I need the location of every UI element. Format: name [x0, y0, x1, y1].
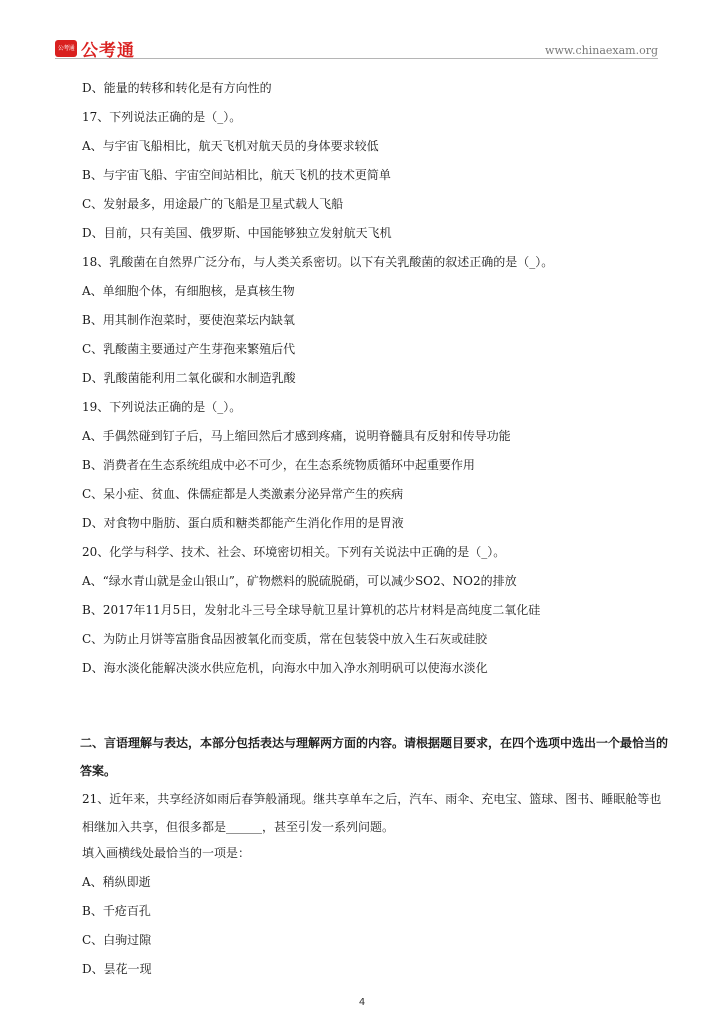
option-line: D、目前，只有美国、俄罗斯、中国能够独立发射航天飞机 [82, 226, 392, 240]
logo-text: 公考通 [81, 41, 135, 61]
page-header [0, 0, 724, 60]
text-line: D、能量的转移和转化是有方向性的 [82, 81, 272, 95]
option-line: A、手偶然碰到钉子后，马上缩回然后才感到疼痛，说明脊髓具有反射和传导功能 [82, 429, 511, 443]
option-line: C、呆小症、贫血、侏儒症都是人类激素分泌异常产生的疾病 [82, 487, 404, 501]
logo-badge-icon: 公考通 [55, 40, 77, 57]
option-line: C、白驹过隙 [82, 933, 152, 947]
option-line: C、发射最多，用途最广的飞船是卫星式载人飞船 [82, 197, 344, 211]
option-line: A、“绿水青山就是金山银山”，矿物燃料的脱硫脱硝，可以减少SO2、NO2的排放 [82, 574, 517, 588]
header-divider [55, 58, 658, 59]
question-17: 17、下列说法正确的是（_）。 [82, 110, 242, 124]
page-number: 4 [358, 997, 366, 1008]
section-gap [82, 687, 672, 729]
site-url: www.chinaexam.org [545, 44, 658, 57]
question-20: 20、化学与科学、技术、社会、环境密切相关。下列有关说法中正确的是（_）。 [82, 545, 506, 559]
section-heading: 二、言语理解与表达，本部分包括表达与理解两方面的内容。请根据题目要求，在四个选项中选出一个最恰当的答案。 [80, 736, 669, 778]
option-line: D、乳酸菌能利用二氧化碳和水制造乳酸 [82, 371, 296, 385]
question-21: 21、近年来，共享经济如雨后春笋般涌现。继共享单车之后，汽车、雨伞、充电宝、篮球、图书、睡眠舱等也相继加入共享，但很多都是______，甚至引发一系列问题。 [82, 792, 662, 834]
option-line: D、海水淡化能解决淡水供应危机，向海水中加入净水剂明矾可以使海水淡化 [82, 661, 488, 675]
option-line: C、为防止月饼等富脂食品因被氧化而变质，常在包装袋中放入生石灰或硅胶 [82, 632, 488, 646]
option-line: B、2017年11月5日，发射北斗三号全球导航卫星计算机的芯片材料是高纯度二氧化硅 [82, 603, 541, 617]
option-line: C、乳酸菌主要通过产生芽孢来繁殖后代 [82, 342, 296, 356]
option-line: A、单细胞个体，有细胞核，是真核生物 [82, 284, 295, 298]
option-line: B、消费者在生态系统组成中必不可少，在生态系统物质循环中起重要作用 [82, 458, 475, 472]
option-line: D、对食物中脂肪、蛋白质和糖类都能产生消化作用的是胃液 [82, 516, 404, 530]
option-line: A、稍纵即逝 [82, 875, 151, 889]
option-line: D、昙花一现 [82, 962, 152, 976]
option-line: A、与宇宙飞船相比，航天飞机对航天员的身体要求较低 [82, 139, 379, 153]
option-line: B、千疮百孔 [82, 904, 151, 918]
option-line: B、用其制作泡菜时，要使泡菜坛内缺氧 [82, 313, 295, 327]
option-line: B、与宇宙飞船、宇宙空间站相比，航天飞机的技术更简单 [82, 168, 391, 182]
question-19: 19、下列说法正确的是（_）。 [82, 400, 242, 414]
question-18: 18、乳酸菌在自然界广泛分布，与人类关系密切。以下有关乳酸菌的叙述正确的是（_）。 [82, 255, 554, 269]
question-21-prompt: 填入画横线处最恰当的一项是： [82, 846, 251, 860]
document-body [82, 78, 672, 988]
